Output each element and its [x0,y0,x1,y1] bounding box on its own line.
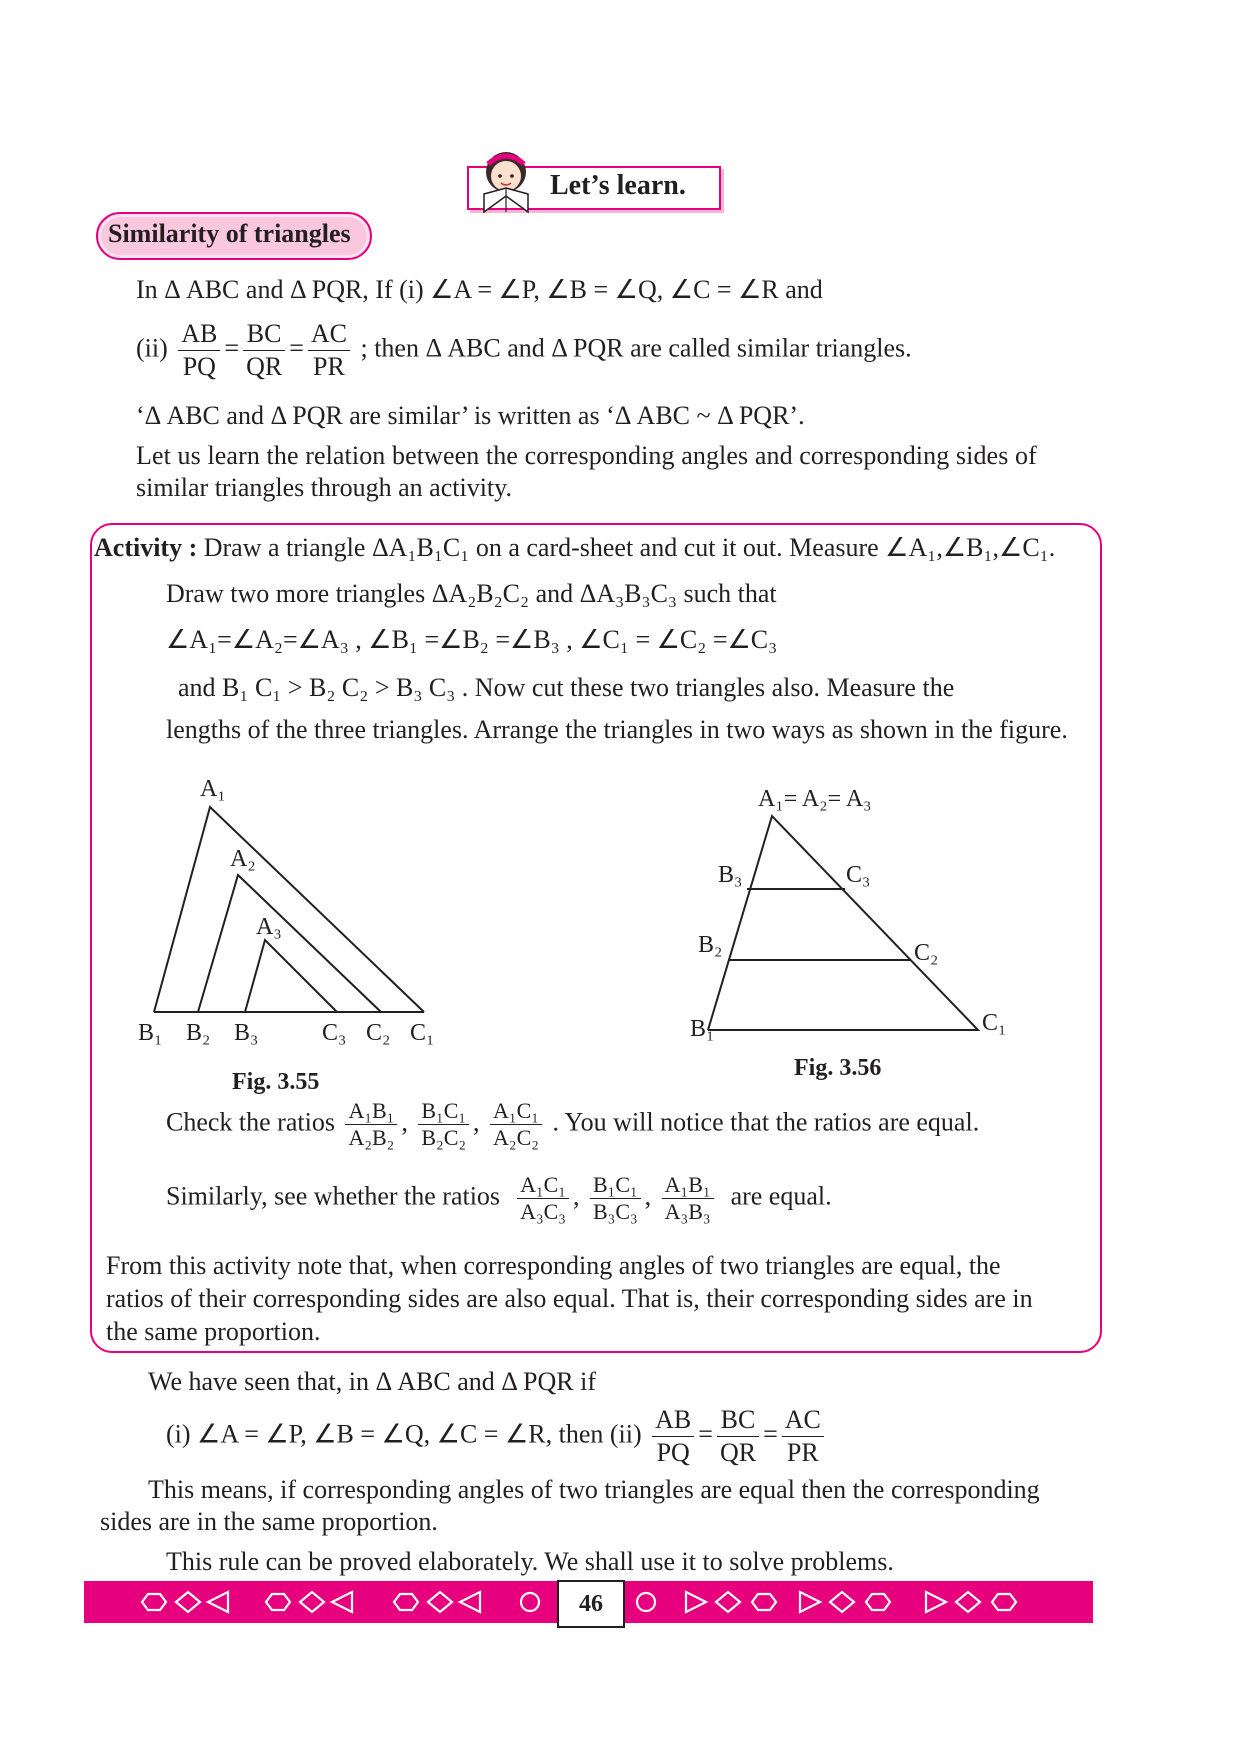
page-number: 46 [557,1580,625,1628]
hexagon-icon [866,1594,890,1610]
triangle-left-icon [332,1592,352,1612]
activity-line-4: and B₁ C₁ > B₂ C₂ > B₃ C₃ . Now cut these two triangles also. Measure the [178,673,955,702]
activity-line-1 [94,532,1055,564]
summary-line-5: This rule can be proved elaborately. We shall use it to solve problems. [166,1547,894,1576]
label-a3: A₃ [256,914,282,940]
label-c1: C₁ [982,1010,1007,1036]
activity-line-5: lengths of the three triangles. Arrange the triangles in two ways as shown in the figure. [166,715,1068,744]
similarly-suffix: are equal. [730,1181,832,1211]
activity-line-1-text: Draw a triangle ΔA₁B₁C₁ on a card-sheet and cut it out. Measure ∠A₁,∠B₁,∠C₁. [197,533,1056,562]
hexagon-icon [752,1594,776,1610]
circle-icon [637,1593,655,1611]
label-b3: B₃ [718,862,743,888]
label-b1: B₁ [138,1020,163,1046]
triangle-right-icon [800,1592,820,1612]
activity-line-3: ∠A₁=∠A₂=∠A₃ , ∠B₁ =∠B₂ =∠B₃ , ∠C₁ = ∠C₂ =∠C₃ [166,625,778,654]
diamond-icon [428,1592,452,1612]
ratio-a1b1-a3b3: $\frac{\text{A₁B₁}}{\text{A₃B₃}}$ [662,1172,714,1225]
intro-line-5: similar triangles through an activity. [136,473,512,502]
triangle-a3b3c3 [245,940,337,1012]
intro-line-2: (ii) $\frac{AB}{PQ}$ = $\frac{BC}{QR}$ = $\frac{AC}{PR}$ ; then Δ ABC and Δ PQR are called similar triangles. [136,319,912,381]
label-a1-a2-a3: A₁= A₂= A₃ [758,786,872,812]
summary-condition: (i) ∠A = ∠P, ∠B = ∠Q, ∠C = ∠R, then (ii) [166,1419,642,1449]
diamond-icon [300,1592,324,1612]
diamond-icon [830,1592,854,1612]
conclusion-line-2: ratios of their corresponding sides are also equal. That is, their corresponding sides are in [106,1284,1033,1313]
triangle-a1b1c1 [154,807,424,1012]
similarly-prefix: Similarly, see whether the ratios [166,1181,501,1211]
figure-3-55 [130,770,460,1060]
activity-line-2: Draw two more triangles ΔA₂B₂C₂ and ΔA₃B₃C₃ such that [166,579,777,608]
intro-line-3: ‘Δ ABC and Δ PQR are similar’ is written as ‘Δ ABC ~ Δ PQR’. [136,401,805,430]
hexagon-icon [394,1594,418,1610]
label-c3: C₃ [846,862,871,888]
label-b1: B₁ [690,1016,715,1042]
label-c2: C₂ [366,1020,391,1046]
ratio-a1c1-a2c2: $\frac{\text{A₁C₁}}{\text{A₂C₂}}$ [490,1098,542,1151]
lets-learn-title: Let’s learn. [550,170,686,201]
label-b3: B₃ [234,1020,259,1046]
intro-line-2-suffix: ; then Δ ABC and Δ PQR are called similar triangles. [360,333,912,363]
label-a1: A₁ [200,776,226,802]
triangle-left-icon [208,1592,228,1612]
hexagon-icon [992,1594,1016,1610]
triangle-right-icon [686,1592,706,1612]
summary-line-1: We have seen that, in Δ ABC and Δ PQR if [148,1367,597,1396]
summary-fraction-ac-pr: $\frac{AC}{PR}$ [782,1404,824,1469]
label-c3: C₃ [322,1020,347,1046]
label-b2: B₂ [698,932,723,958]
fig-3-55-caption: Fig. 3.55 [232,1069,320,1095]
summary-fraction-ab-pq: $\frac{AB}{PQ}$ [652,1404,694,1469]
conclusion-line-3: the same proportion. [106,1317,321,1346]
diamond-icon [176,1592,200,1612]
intro-line-4: Let us learn the relation between the corresponding angles and corresponding sides of [136,441,1037,470]
hexagon-icon [142,1594,166,1610]
similarly-ratios-line: Similarly, see whether the ratios $\frac{\text{A₁C₁}}{\text{A₃C₃}}$ , $\frac{\text{B₁C₁}}{\text{B₃C₃}}$ , $\frac{\text{A₁B₁}}{\text{A₃B₃}}$ are equal. [166,1172,832,1224]
triangle-a1b1c1 [708,816,978,1030]
girl-reading-icon [472,146,542,216]
triangle-left-icon [460,1592,480,1612]
label-c2: C₂ [914,940,939,966]
figure-3-56 [680,770,1020,1060]
summary-line-4: sides are in the same proportion. [100,1507,438,1536]
diamond-icon [716,1592,740,1612]
ratio-a1b1-a2b2: $\frac{\text{A₁B₁}}{\text{A₂B₂}}$ [345,1098,397,1151]
section-title: Similarity of triangles [108,219,351,248]
ratio-b1c1-b3c3: $\frac{\text{B₁C₁}}{\text{B₃C₃}}$ [590,1172,641,1225]
fraction-ab-pq: $\frac{AB}{PQ}$ [178,318,220,383]
label-c1: C₁ [410,1020,435,1046]
check-ratios-line: Check the ratios $\frac{\text{A₁B₁}}{\text{A₂B₂}}$ , $\frac{\text{B₁C₁}}{\text{B₂C₂}}$ , $\frac{\text{A₁C₁}}{\text{A₂C₂}}$ . You will notice that the ratios are equal. [166,1098,980,1150]
ratio-b1c1-b2c2: $\frac{\text{B₁C₁}}{\text{B₂C₂}}$ [418,1098,469,1151]
conclusion-line-1: From this activity note that, when corresponding angles of two triangles are equal, the [106,1251,1001,1280]
summary-fraction-bc-qr: $\frac{BC}{QR}$ [717,1404,759,1469]
triangle-right-icon [926,1592,946,1612]
check-ratios-prefix: Check the ratios [166,1107,335,1137]
intro-ii-label: (ii) [136,333,168,363]
summary-line-3: This means, if corresponding angles of two triangles are equal then the corresponding [148,1475,1040,1504]
label-b2: B₂ [186,1020,211,1046]
fraction-ac-pr: $\frac{AC}{PR}$ [308,318,350,383]
fraction-bc-qr: $\frac{BC}{QR}$ [243,318,285,383]
summary-line-2: (i) ∠A = ∠P, ∠B = ∠Q, ∠C = ∠R, then (ii) $\frac{AB}{PQ}$ = $\frac{BC}{QR}$ = $\frac{AC}{PR}$ [166,1404,828,1469]
diamond-icon [956,1592,980,1612]
intro-line-1: In Δ ABC and Δ PQR, If (i) ∠A = ∠P, ∠B = ∠Q, ∠C = ∠R and [136,275,823,304]
hexagon-icon [266,1594,290,1610]
circle-icon [521,1593,539,1611]
ratio-a1c1-a3c3: $\frac{\text{A₁C₁}}{\text{A₃C₃}}$ [517,1172,569,1225]
fig-3-56-caption: Fig. 3.56 [794,1055,882,1081]
check-ratios-suffix: . You will notice that the ratios are equal. [552,1107,980,1137]
activity-label: Activity : [94,533,198,562]
label-a2: A₂ [230,846,256,872]
